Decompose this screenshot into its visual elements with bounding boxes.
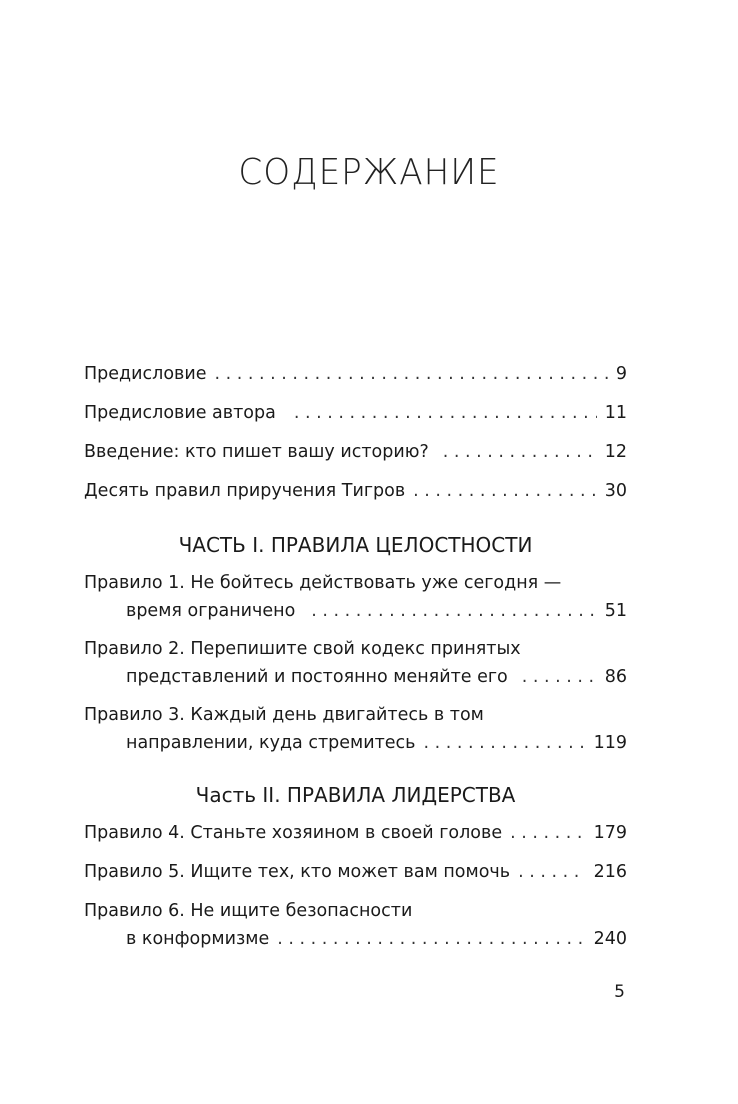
toc-entry-label: Предисловие автора [84, 403, 276, 423]
toc-entry[interactable] [84, 360, 627, 388]
toc-entry-page: 179 [593, 823, 627, 843]
toc-entry-label: Десять правил приручения Тигров [84, 481, 406, 501]
toc-entry[interactable] [84, 897, 627, 953]
toc-entry-page: 216 [593, 862, 627, 882]
leader-dots [522, 663, 597, 691]
toc-entry-label: Правило 6. Не ищите безопасности [84, 901, 413, 921]
toc-entry-label: Правило 1. Не бойтесь действовать уже сегодня — [84, 573, 562, 593]
table-of-contents [84, 360, 627, 953]
leader-dots [413, 477, 597, 505]
toc-entry-label: Правило 4. Станьте хозяином в своей голове [84, 823, 503, 843]
toc-entry-page: 119 [593, 733, 627, 753]
toc-entry[interactable] [84, 477, 627, 505]
toc-entry-label: Введение: кто пишет вашу историю? [84, 442, 429, 462]
toc-entry[interactable] [84, 819, 627, 847]
toc-entry-label-continued: представлений и постоянно меняйте его [126, 667, 508, 687]
toc-entry-page: 9 [615, 364, 627, 384]
toc-entry-page: 51 [604, 601, 627, 621]
toc-entry[interactable] [84, 635, 627, 691]
page-number: 5 [614, 982, 625, 1002]
toc-entry-label-continued: направлении, куда стремитесь [126, 733, 416, 753]
part-heading: ЧАСТЬ I. ПРАВИЛА ЦЕЛОСТНОСТИ [178, 533, 533, 557]
toc-entry-page: 86 [604, 667, 627, 687]
toc-entry-page: 11 [604, 403, 627, 423]
toc-entry-page: 30 [604, 481, 627, 501]
leader-dots [443, 438, 597, 466]
leader-dots [277, 925, 585, 953]
toc-entry-label-continued: в конформизме [126, 929, 270, 949]
leader-dots [510, 819, 586, 847]
toc-entry-page: 240 [593, 929, 627, 949]
toc-entry-label: Правило 3. Каждый день двигайтесь в том [84, 705, 484, 725]
toc-entry[interactable] [84, 858, 627, 886]
toc-entry[interactable] [84, 701, 627, 757]
leader-dots [518, 858, 586, 886]
toc-entry[interactable] [84, 569, 627, 625]
toc-entry-label: Предисловие [84, 364, 207, 384]
toc-entry-page: 12 [604, 442, 627, 462]
leader-dots [424, 729, 586, 757]
page-title: СОДЕРЖАНИЕ [238, 152, 500, 193]
leader-dots [214, 360, 607, 388]
toc-entry-label: Правило 2. Перепишите свой кодекс принятых [84, 639, 521, 659]
toc-entry[interactable] [84, 399, 627, 427]
leader-dots [311, 597, 596, 625]
part-heading: Часть II. ПРАВИЛА ЛИДЕРСТВА [195, 783, 516, 807]
toc-entry[interactable] [84, 438, 627, 466]
toc-entry-label: Правило 5. Ищите тех, кто может вам помочь [84, 862, 511, 882]
toc-entry-label-continued: время ограничено [126, 601, 296, 621]
leader-dots [294, 399, 597, 427]
